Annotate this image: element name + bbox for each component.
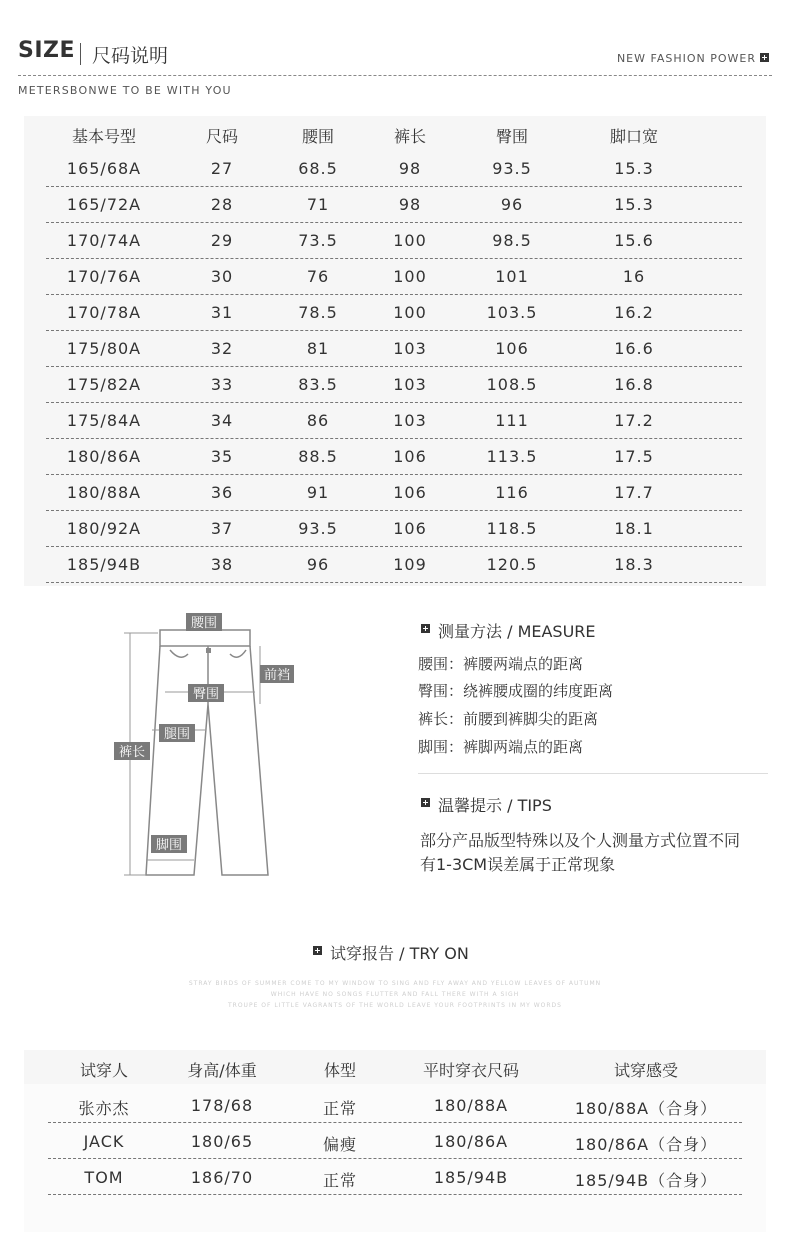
cell-size: 29 xyxy=(210,231,234,250)
cell-basic-size: 180/92A xyxy=(66,519,142,538)
cell-hem: 15.6 xyxy=(614,231,654,250)
cell-basic-size: 175/80A xyxy=(66,339,142,358)
plus-square-icon xyxy=(313,946,322,955)
cell-hem: 18.1 xyxy=(614,519,654,538)
cell-height-weight: 180/65 xyxy=(190,1132,254,1151)
column-header-tester: 试穿人 xyxy=(79,1061,129,1080)
column-header-fit-feedback: 试穿感受 xyxy=(613,1061,679,1080)
cell-basic-size: 165/68A xyxy=(66,159,142,178)
cell-hem: 16 xyxy=(622,267,646,286)
cell-hip: 116 xyxy=(495,483,529,502)
table-row xyxy=(46,474,742,511)
cell-body-type: 正常 xyxy=(322,1171,358,1190)
cell-waist: 73.5 xyxy=(298,231,338,250)
cell-waist: 81 xyxy=(306,339,330,358)
cell-waist: 93.5 xyxy=(298,519,338,538)
cell-hem: 15.3 xyxy=(614,195,654,214)
cell-hip: 106 xyxy=(495,339,529,358)
cell-hip: 108.5 xyxy=(486,375,538,394)
cell-hip: 98.5 xyxy=(492,231,532,250)
cell-length: 109 xyxy=(393,555,427,574)
cell-body-type: 正常 xyxy=(322,1099,358,1118)
cell-hip: 113.5 xyxy=(486,447,538,466)
cell-hip: 103.5 xyxy=(486,303,538,322)
cell-waist: 91 xyxy=(306,483,330,502)
header-dashed-line xyxy=(18,75,772,76)
cell-basic-size: 175/84A xyxy=(66,411,142,430)
cell-basic-size: 185/94B xyxy=(66,555,142,574)
cell-waist: 76 xyxy=(306,267,330,286)
svg-text:脚围: 脚围 xyxy=(155,838,183,853)
label-length xyxy=(114,742,150,760)
cell-length: 103 xyxy=(393,375,427,394)
page-subtitle: 尺码说明 xyxy=(92,45,169,67)
table-row xyxy=(46,222,742,259)
plus-square-icon xyxy=(760,53,769,62)
cell-size: 38 xyxy=(210,555,234,574)
cell-height-weight: 186/70 xyxy=(190,1168,254,1187)
cell-height-weight: 178/68 xyxy=(190,1096,254,1115)
cell-basic-size: 165/72A xyxy=(66,195,142,214)
svg-text:前裆: 前裆 xyxy=(263,668,291,683)
cell-waist: 71 xyxy=(306,195,330,214)
table-row xyxy=(48,1159,742,1195)
label-rise xyxy=(260,665,294,683)
cell-hem: 16.2 xyxy=(614,303,654,322)
cell-hem: 17.5 xyxy=(614,447,654,466)
cell-fit-feedback: 185/94B（合身） xyxy=(574,1171,718,1190)
column-header-size: 尺码 xyxy=(205,127,239,146)
tips-text: 有1-3CM误差属于正常现象 xyxy=(420,855,616,874)
table-row xyxy=(46,330,742,367)
cell-waist: 86 xyxy=(306,411,330,430)
try-on-title: 试穿报告 / TRY ON xyxy=(330,944,469,963)
cell-size: 34 xyxy=(210,411,234,430)
cell-basic-size: 180/88A xyxy=(66,483,142,502)
cell-waist: 83.5 xyxy=(298,375,338,394)
column-header-usual-size: 平时穿衣尺码 xyxy=(422,1061,520,1080)
pants-measurement-diagram xyxy=(110,600,310,890)
cell-length: 98 xyxy=(398,195,422,214)
measure-item: 脚围：裤脚两端点的距离 xyxy=(418,738,584,756)
cell-basic-size: 170/78A xyxy=(66,303,142,322)
cell-basic-size: 170/74A xyxy=(66,231,142,250)
cell-length: 100 xyxy=(393,303,427,322)
measure-item: 腰围：裤腰两端点的距离 xyxy=(418,655,584,673)
table-row xyxy=(46,150,742,187)
decorative-text: WHICH HAVE NO SONGS FLUTTER AND FALL THERE WITH A SIGH xyxy=(270,991,520,998)
cell-hem: 16.8 xyxy=(614,375,654,394)
cell-basic-size: 170/76A xyxy=(66,267,142,286)
cell-size: 35 xyxy=(210,447,234,466)
brand-tagline: NEW FASHION POWER xyxy=(616,52,756,65)
column-header-body-type: 体型 xyxy=(323,1061,357,1080)
column-header-waist: 腰围 xyxy=(301,127,335,146)
cell-tester: JACK xyxy=(83,1132,125,1151)
decorative-text: TROUPE OF LITTLE VAGRANTS OF THE WORLD LEAVE YOUR FOOTPRINTS IN MY WORDS xyxy=(228,1002,562,1009)
page-title: SIZE xyxy=(18,38,76,63)
cell-length: 100 xyxy=(393,231,427,250)
cell-hem: 17.2 xyxy=(614,411,654,430)
cell-length: 103 xyxy=(393,339,427,358)
table-row xyxy=(46,402,742,439)
label-waist xyxy=(186,613,222,631)
cell-size: 28 xyxy=(210,195,234,214)
cell-hem: 17.7 xyxy=(614,483,654,502)
column-header-hip: 臀围 xyxy=(495,127,529,146)
cell-waist: 88.5 xyxy=(298,447,338,466)
cell-tester: TOM xyxy=(84,1168,124,1187)
svg-text:腰围: 腰围 xyxy=(190,616,218,631)
cell-hem: 18.3 xyxy=(614,555,654,574)
label-thigh xyxy=(159,724,195,742)
cell-fit-feedback: 180/88A（合身） xyxy=(574,1099,718,1118)
column-header-length: 裤长 xyxy=(393,127,427,146)
cell-tester: 张亦杰 xyxy=(78,1099,130,1118)
table-row xyxy=(48,1087,742,1123)
table-row xyxy=(46,546,742,583)
cell-usual-size: 185/94B xyxy=(433,1168,509,1187)
cell-length: 106 xyxy=(393,483,427,502)
column-header-basic-size: 基本号型 xyxy=(71,127,137,146)
cell-size: 32 xyxy=(210,339,234,358)
cell-hip: 120.5 xyxy=(486,555,538,574)
title-divider xyxy=(80,43,81,65)
svg-text:裤长: 裤长 xyxy=(118,745,146,760)
table-row xyxy=(46,294,742,331)
plus-square-icon xyxy=(421,798,430,807)
cell-size: 33 xyxy=(210,375,234,394)
size-table xyxy=(24,116,766,586)
cell-hip: 111 xyxy=(495,411,529,430)
cell-length: 106 xyxy=(393,519,427,538)
plus-square-icon xyxy=(421,624,430,633)
cell-basic-size: 175/82A xyxy=(66,375,142,394)
cell-hem: 15.3 xyxy=(614,159,654,178)
cell-length: 98 xyxy=(398,159,422,178)
svg-text:腿围: 腿围 xyxy=(163,727,191,742)
decorative-text: STRAY BIRDS OF SUMMER COME TO MY WINDOW TO SING AND FLY AWAY AND YELLOW LEAVES OF AUTUMN xyxy=(188,980,602,987)
svg-text:臀围: 臀围 xyxy=(192,687,220,702)
label-hip xyxy=(188,684,224,702)
cell-usual-size: 180/86A xyxy=(433,1132,509,1151)
cell-basic-size: 180/86A xyxy=(66,447,142,466)
table-row xyxy=(46,258,742,295)
measure-item: 臀围：绕裤腰成圈的纬度距离 xyxy=(418,682,614,700)
measure-title: 测量方法 / MEASURE xyxy=(438,622,596,641)
cell-body-type: 偏瘦 xyxy=(322,1135,358,1154)
tips-title: 温馨提示 / TIPS xyxy=(438,796,552,815)
cell-size: 36 xyxy=(210,483,234,502)
table-row xyxy=(48,1123,742,1159)
tips-text: 部分产品版型特殊以及个人测量方式位置不同 xyxy=(420,831,741,850)
table-row xyxy=(46,510,742,547)
measure-item: 裤长：前腰到裤脚尖的距离 xyxy=(418,710,599,728)
cell-waist: 96 xyxy=(306,555,330,574)
table-row xyxy=(46,366,742,403)
brand-slogan: METERSBONWE TO BE WITH YOU xyxy=(18,84,232,97)
cell-size: 27 xyxy=(210,159,234,178)
label-hem xyxy=(151,835,187,853)
cell-fit-feedback: 180/86A（合身） xyxy=(574,1135,718,1154)
column-header-height-weight: 身高/体重 xyxy=(187,1061,257,1080)
section-divider xyxy=(418,773,768,774)
cell-size: 31 xyxy=(210,303,234,322)
cell-length: 100 xyxy=(393,267,427,286)
cell-size: 30 xyxy=(210,267,234,286)
cell-usual-size: 180/88A xyxy=(433,1096,509,1115)
table-row xyxy=(46,186,742,223)
cell-hem: 16.6 xyxy=(614,339,654,358)
cell-hip: 118.5 xyxy=(486,519,538,538)
column-header-hem: 脚口宽 xyxy=(609,127,659,146)
table-row xyxy=(46,438,742,475)
cell-hip: 96 xyxy=(500,195,524,214)
cell-hip: 101 xyxy=(495,267,529,286)
cell-size: 37 xyxy=(210,519,234,538)
cell-length: 106 xyxy=(393,447,427,466)
cell-waist: 68.5 xyxy=(298,159,338,178)
cell-waist: 78.5 xyxy=(298,303,338,322)
cell-hip: 93.5 xyxy=(492,159,532,178)
cell-length: 103 xyxy=(393,411,427,430)
